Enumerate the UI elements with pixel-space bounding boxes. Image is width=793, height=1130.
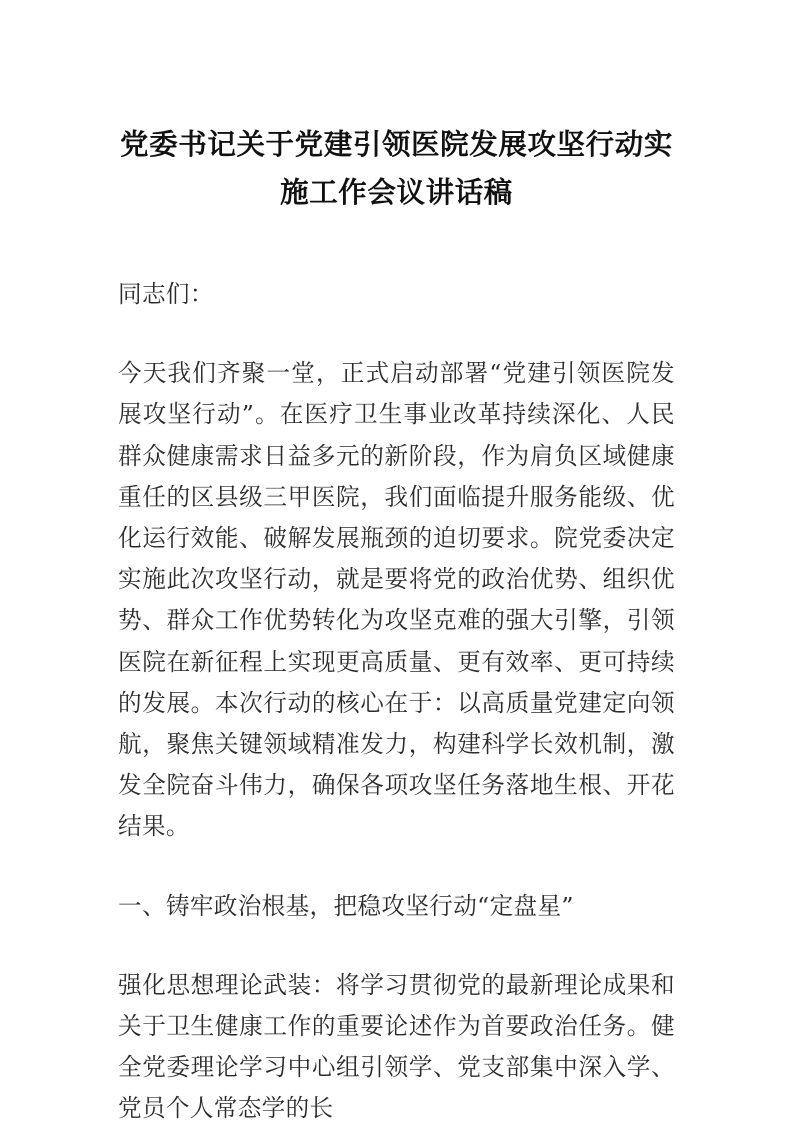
document-body bbox=[118, 216, 675, 1130]
page-title: 党委书记关于党建引领医院发展攻坚行动实施工作会议讲话稿 bbox=[120, 127, 673, 209]
section-1-paragraph-1: 强化思想理论武装：将学习贯彻党的最新理论成果和关于卫生健康工作的重要论述作为首要政治任务。健全党委理论学习中心组引领学、党支部集中深入学、党员个人常态学的长 bbox=[118, 970, 675, 1123]
body-paragraph-1: 今天我们齐聚一堂，正式启动部署“党建引领医院发展攻坚行动”。在医疗卫生事业改革持续深化、人民群众健康需求日益多元的新阶段，作为肩负区域健康重任的区县级三甲医院，我们面临提升服务能级、优化运行效能、破解发展瓶颈的迫切要求。院党委决定实施此次攻坚行动，就是要将党的政治优势、组织优势、群众工作优势转化为攻坚克难的强大引擎，引领医院在新征程上实现更高质量、更有效率、更可持续的发展。本次行动的核心在于：以高质量党建定向领航，聚焦关键领域精准发力，构建科学长效机制，激发全院奋斗伟力，确保各项攻坚任务落地生根、开花结果。 bbox=[118, 359, 675, 841]
section-heading-1: 一、铸牢政治根基，把稳攻坚行动“定盘星” bbox=[118, 891, 574, 920]
salutation: 同志们： bbox=[118, 280, 214, 308]
